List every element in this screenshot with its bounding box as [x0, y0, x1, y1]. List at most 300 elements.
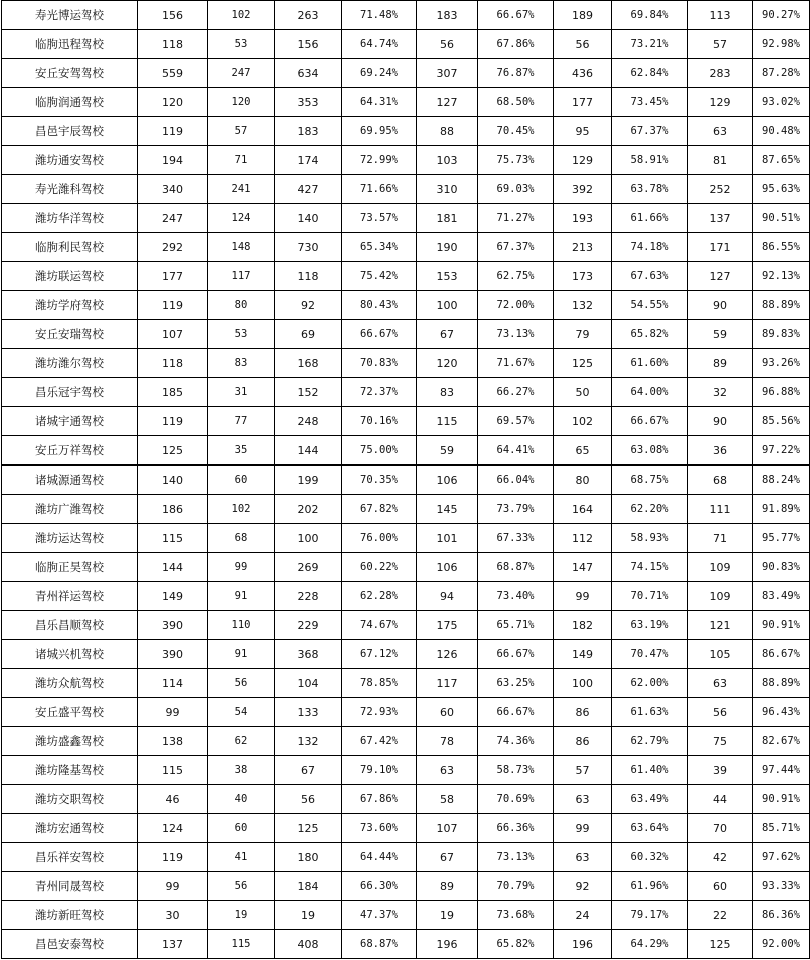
- rate-f-cell: 88.89%: [753, 291, 810, 320]
- school-name-cell: 临朐正昊驾校: [2, 553, 138, 582]
- rate-f-cell: 85.56%: [753, 407, 810, 436]
- rate-f-cell: 93.26%: [753, 349, 810, 378]
- value-a-cell: 119: [138, 291, 208, 320]
- value-e-cell: 125: [554, 349, 612, 378]
- value-d-cell: 127: [417, 88, 478, 117]
- value-b-cell: 110: [208, 611, 275, 640]
- rate-e-cell: 62.79%: [612, 727, 688, 756]
- rate-d-cell: 64.41%: [478, 436, 554, 466]
- school-name-cell: 潍坊众航驾校: [2, 669, 138, 698]
- rate-e-cell: 67.63%: [612, 262, 688, 291]
- rate-c-cell: 73.57%: [342, 204, 417, 233]
- value-b-cell: 53: [208, 320, 275, 349]
- value-f-cell: 59: [688, 320, 753, 349]
- rate-c-cell: 70.16%: [342, 407, 417, 436]
- value-e-cell: 100: [554, 669, 612, 698]
- rate-c-cell: 67.12%: [342, 640, 417, 669]
- value-e-cell: 79: [554, 320, 612, 349]
- value-f-cell: 125: [688, 930, 753, 959]
- value-e-cell: 57: [554, 756, 612, 785]
- value-b-cell: 40: [208, 785, 275, 814]
- value-a-cell: 107: [138, 320, 208, 349]
- rate-f-cell: 95.77%: [753, 524, 810, 553]
- table-row: [2, 146, 810, 175]
- value-b-cell: 99: [208, 553, 275, 582]
- value-d-cell: 78: [417, 727, 478, 756]
- rate-c-cell: 72.37%: [342, 378, 417, 407]
- value-a-cell: 124: [138, 814, 208, 843]
- value-b-cell: 124: [208, 204, 275, 233]
- rate-f-cell: 90.27%: [753, 1, 810, 30]
- value-a-cell: 125: [138, 436, 208, 466]
- value-c-cell: 730: [275, 233, 342, 262]
- school-name-cell: 潍坊潍尔驾校: [2, 349, 138, 378]
- table-row: [2, 901, 810, 930]
- table-row: [2, 1, 810, 30]
- value-f-cell: 42: [688, 843, 753, 872]
- value-a-cell: 137: [138, 930, 208, 959]
- value-f-cell: 109: [688, 582, 753, 611]
- table-row: [2, 843, 810, 872]
- rate-c-cell: 67.86%: [342, 785, 417, 814]
- value-b-cell: 247: [208, 59, 275, 88]
- value-a-cell: 118: [138, 30, 208, 59]
- value-f-cell: 129: [688, 88, 753, 117]
- rate-c-cell: 47.37%: [342, 901, 417, 930]
- table-row: [2, 553, 810, 582]
- value-d-cell: 307: [417, 59, 478, 88]
- value-c-cell: 248: [275, 407, 342, 436]
- value-f-cell: 137: [688, 204, 753, 233]
- rate-c-cell: 72.93%: [342, 698, 417, 727]
- rate-f-cell: 93.33%: [753, 872, 810, 901]
- table-row: [2, 524, 810, 553]
- table-row: [2, 465, 810, 495]
- table-row: [2, 88, 810, 117]
- value-b-cell: 68: [208, 524, 275, 553]
- value-b-cell: 91: [208, 582, 275, 611]
- value-b-cell: 83: [208, 349, 275, 378]
- value-f-cell: 68: [688, 465, 753, 495]
- value-f-cell: 32: [688, 378, 753, 407]
- value-c-cell: 174: [275, 146, 342, 175]
- table-row: [2, 59, 810, 88]
- rate-f-cell: 93.02%: [753, 88, 810, 117]
- rate-f-cell: 90.91%: [753, 785, 810, 814]
- rate-e-cell: 62.84%: [612, 59, 688, 88]
- value-b-cell: 102: [208, 1, 275, 30]
- value-a-cell: 247: [138, 204, 208, 233]
- school-name-cell: 昌邑安泰驾校: [2, 930, 138, 959]
- value-d-cell: 58: [417, 785, 478, 814]
- value-c-cell: 263: [275, 1, 342, 30]
- value-a-cell: 559: [138, 59, 208, 88]
- value-e-cell: 112: [554, 524, 612, 553]
- school-name-cell: 寿光潍科驾校: [2, 175, 138, 204]
- table-row: [2, 930, 810, 959]
- value-c-cell: 368: [275, 640, 342, 669]
- value-f-cell: 57: [688, 30, 753, 59]
- rate-e-cell: 58.91%: [612, 146, 688, 175]
- rate-d-cell: 66.36%: [478, 814, 554, 843]
- rate-c-cell: 60.22%: [342, 553, 417, 582]
- value-b-cell: 56: [208, 872, 275, 901]
- school-name-cell: 潍坊新旺驾校: [2, 901, 138, 930]
- value-b-cell: 71: [208, 146, 275, 175]
- value-a-cell: 340: [138, 175, 208, 204]
- rate-f-cell: 88.89%: [753, 669, 810, 698]
- value-f-cell: 105: [688, 640, 753, 669]
- value-c-cell: 184: [275, 872, 342, 901]
- value-d-cell: 117: [417, 669, 478, 698]
- rate-c-cell: 70.35%: [342, 465, 417, 495]
- table-row: [2, 320, 810, 349]
- rate-d-cell: 66.27%: [478, 378, 554, 407]
- rate-d-cell: 70.69%: [478, 785, 554, 814]
- value-b-cell: 102: [208, 495, 275, 524]
- value-d-cell: 120: [417, 349, 478, 378]
- value-a-cell: 390: [138, 611, 208, 640]
- school-name-cell: 诸城宇通驾校: [2, 407, 138, 436]
- value-f-cell: 71: [688, 524, 753, 553]
- rate-f-cell: 82.67%: [753, 727, 810, 756]
- value-b-cell: 117: [208, 262, 275, 291]
- rate-c-cell: 78.85%: [342, 669, 417, 698]
- value-c-cell: 353: [275, 88, 342, 117]
- school-name-cell: 昌乐冠宇驾校: [2, 378, 138, 407]
- rate-d-cell: 66.67%: [478, 698, 554, 727]
- value-a-cell: 118: [138, 349, 208, 378]
- rate-e-cell: 64.00%: [612, 378, 688, 407]
- rate-e-cell: 73.21%: [612, 30, 688, 59]
- value-f-cell: 60: [688, 872, 753, 901]
- value-b-cell: 148: [208, 233, 275, 262]
- value-d-cell: 153: [417, 262, 478, 291]
- rate-c-cell: 74.67%: [342, 611, 417, 640]
- value-f-cell: 89: [688, 349, 753, 378]
- school-name-cell: 安丘安瑞驾校: [2, 320, 138, 349]
- table-row: [2, 640, 810, 669]
- value-d-cell: 101: [417, 524, 478, 553]
- rate-e-cell: 63.49%: [612, 785, 688, 814]
- value-e-cell: 132: [554, 291, 612, 320]
- rate-e-cell: 70.71%: [612, 582, 688, 611]
- value-c-cell: 427: [275, 175, 342, 204]
- driving-school-stats-table: [1, 0, 810, 959]
- value-d-cell: 310: [417, 175, 478, 204]
- value-e-cell: 65: [554, 436, 612, 466]
- value-c-cell: 168: [275, 349, 342, 378]
- rate-e-cell: 61.60%: [612, 349, 688, 378]
- value-d-cell: 106: [417, 553, 478, 582]
- value-f-cell: 36: [688, 436, 753, 466]
- school-name-cell: 寿光博运驾校: [2, 1, 138, 30]
- value-c-cell: 152: [275, 378, 342, 407]
- value-d-cell: 83: [417, 378, 478, 407]
- value-c-cell: 125: [275, 814, 342, 843]
- rate-f-cell: 87.65%: [753, 146, 810, 175]
- rate-d-cell: 62.75%: [478, 262, 554, 291]
- value-b-cell: 60: [208, 814, 275, 843]
- value-a-cell: 115: [138, 756, 208, 785]
- value-f-cell: 109: [688, 553, 753, 582]
- rate-f-cell: 90.83%: [753, 553, 810, 582]
- table-row: [2, 669, 810, 698]
- value-c-cell: 118: [275, 262, 342, 291]
- school-name-cell: 昌乐昌顺驾校: [2, 611, 138, 640]
- value-d-cell: 60: [417, 698, 478, 727]
- value-b-cell: 56: [208, 669, 275, 698]
- table-row: [2, 756, 810, 785]
- value-d-cell: 103: [417, 146, 478, 175]
- rate-e-cell: 63.78%: [612, 175, 688, 204]
- value-a-cell: 119: [138, 843, 208, 872]
- rate-e-cell: 74.15%: [612, 553, 688, 582]
- rate-f-cell: 86.55%: [753, 233, 810, 262]
- rate-e-cell: 61.96%: [612, 872, 688, 901]
- table-row: [2, 262, 810, 291]
- rate-f-cell: 95.63%: [753, 175, 810, 204]
- value-c-cell: 183: [275, 117, 342, 146]
- value-e-cell: 164: [554, 495, 612, 524]
- value-d-cell: 56: [417, 30, 478, 59]
- value-a-cell: 119: [138, 117, 208, 146]
- value-e-cell: 436: [554, 59, 612, 88]
- value-f-cell: 70: [688, 814, 753, 843]
- school-name-cell: 潍坊交职驾校: [2, 785, 138, 814]
- school-name-cell: 潍坊华洋驾校: [2, 204, 138, 233]
- rate-e-cell: 61.40%: [612, 756, 688, 785]
- rate-d-cell: 74.36%: [478, 727, 554, 756]
- rate-d-cell: 73.13%: [478, 843, 554, 872]
- rate-d-cell: 73.13%: [478, 320, 554, 349]
- table-row: [2, 814, 810, 843]
- value-f-cell: 44: [688, 785, 753, 814]
- value-d-cell: 63: [417, 756, 478, 785]
- value-d-cell: 89: [417, 872, 478, 901]
- table-row: [2, 378, 810, 407]
- value-e-cell: 86: [554, 727, 612, 756]
- value-f-cell: 63: [688, 117, 753, 146]
- rate-e-cell: 69.84%: [612, 1, 688, 30]
- rate-c-cell: 70.83%: [342, 349, 417, 378]
- rate-d-cell: 68.87%: [478, 553, 554, 582]
- value-a-cell: 177: [138, 262, 208, 291]
- value-b-cell: 62: [208, 727, 275, 756]
- rate-c-cell: 69.95%: [342, 117, 417, 146]
- rate-c-cell: 72.99%: [342, 146, 417, 175]
- value-a-cell: 115: [138, 524, 208, 553]
- rate-d-cell: 66.67%: [478, 1, 554, 30]
- value-d-cell: 115: [417, 407, 478, 436]
- value-d-cell: 107: [417, 814, 478, 843]
- rate-e-cell: 63.08%: [612, 436, 688, 466]
- value-d-cell: 183: [417, 1, 478, 30]
- table-row: [2, 582, 810, 611]
- value-e-cell: 182: [554, 611, 612, 640]
- table-row: [2, 611, 810, 640]
- value-e-cell: 80: [554, 465, 612, 495]
- value-c-cell: 140: [275, 204, 342, 233]
- value-a-cell: 99: [138, 872, 208, 901]
- rate-e-cell: 61.66%: [612, 204, 688, 233]
- rate-c-cell: 76.00%: [342, 524, 417, 553]
- value-f-cell: 75: [688, 727, 753, 756]
- rate-f-cell: 85.71%: [753, 814, 810, 843]
- value-e-cell: 86: [554, 698, 612, 727]
- rate-e-cell: 62.20%: [612, 495, 688, 524]
- table-row: [2, 872, 810, 901]
- value-a-cell: 144: [138, 553, 208, 582]
- rate-d-cell: 69.57%: [478, 407, 554, 436]
- value-c-cell: 202: [275, 495, 342, 524]
- rate-e-cell: 66.67%: [612, 407, 688, 436]
- table-row: [2, 30, 810, 59]
- value-a-cell: 138: [138, 727, 208, 756]
- value-a-cell: 194: [138, 146, 208, 175]
- value-e-cell: 50: [554, 378, 612, 407]
- rate-f-cell: 88.24%: [753, 465, 810, 495]
- value-e-cell: 193: [554, 204, 612, 233]
- value-d-cell: 67: [417, 320, 478, 349]
- table-row: [2, 785, 810, 814]
- school-name-cell: 潍坊广潍驾校: [2, 495, 138, 524]
- rate-c-cell: 71.66%: [342, 175, 417, 204]
- value-e-cell: 147: [554, 553, 612, 582]
- value-b-cell: 60: [208, 465, 275, 495]
- value-c-cell: 133: [275, 698, 342, 727]
- value-f-cell: 127: [688, 262, 753, 291]
- table-row: [2, 436, 810, 466]
- school-name-cell: 潍坊联运驾校: [2, 262, 138, 291]
- school-name-cell: 临朐润通驾校: [2, 88, 138, 117]
- value-d-cell: 88: [417, 117, 478, 146]
- value-c-cell: 100: [275, 524, 342, 553]
- school-name-cell: 青州同晟驾校: [2, 872, 138, 901]
- rate-d-cell: 71.27%: [478, 204, 554, 233]
- value-b-cell: 19: [208, 901, 275, 930]
- rate-d-cell: 75.73%: [478, 146, 554, 175]
- value-e-cell: 63: [554, 785, 612, 814]
- rate-d-cell: 67.86%: [478, 30, 554, 59]
- value-c-cell: 269: [275, 553, 342, 582]
- school-name-cell: 临朐利民驾校: [2, 233, 138, 262]
- rate-c-cell: 75.00%: [342, 436, 417, 466]
- rate-f-cell: 91.89%: [753, 495, 810, 524]
- value-e-cell: 149: [554, 640, 612, 669]
- value-a-cell: 292: [138, 233, 208, 262]
- value-d-cell: 190: [417, 233, 478, 262]
- school-name-cell: 安丘安驾驾校: [2, 59, 138, 88]
- table-row: [2, 291, 810, 320]
- rate-c-cell: 64.44%: [342, 843, 417, 872]
- school-name-cell: 潍坊运达驾校: [2, 524, 138, 553]
- value-c-cell: 228: [275, 582, 342, 611]
- school-name-cell: 潍坊隆基驾校: [2, 756, 138, 785]
- value-e-cell: 95: [554, 117, 612, 146]
- value-a-cell: 114: [138, 669, 208, 698]
- rate-f-cell: 83.49%: [753, 582, 810, 611]
- rate-f-cell: 86.36%: [753, 901, 810, 930]
- rate-c-cell: 67.42%: [342, 727, 417, 756]
- rate-d-cell: 73.79%: [478, 495, 554, 524]
- rate-c-cell: 69.24%: [342, 59, 417, 88]
- value-e-cell: 196: [554, 930, 612, 959]
- value-a-cell: 186: [138, 495, 208, 524]
- rate-d-cell: 73.40%: [478, 582, 554, 611]
- value-f-cell: 90: [688, 291, 753, 320]
- value-e-cell: 63: [554, 843, 612, 872]
- rate-d-cell: 63.25%: [478, 669, 554, 698]
- value-f-cell: 22: [688, 901, 753, 930]
- value-b-cell: 54: [208, 698, 275, 727]
- rate-c-cell: 73.60%: [342, 814, 417, 843]
- value-c-cell: 56: [275, 785, 342, 814]
- value-e-cell: 177: [554, 88, 612, 117]
- rate-d-cell: 76.87%: [478, 59, 554, 88]
- value-f-cell: 283: [688, 59, 753, 88]
- rate-d-cell: 73.68%: [478, 901, 554, 930]
- value-d-cell: 106: [417, 465, 478, 495]
- value-a-cell: 120: [138, 88, 208, 117]
- value-f-cell: 121: [688, 611, 753, 640]
- value-e-cell: 56: [554, 30, 612, 59]
- rate-c-cell: 65.34%: [342, 233, 417, 262]
- value-b-cell: 57: [208, 117, 275, 146]
- rate-f-cell: 96.43%: [753, 698, 810, 727]
- value-f-cell: 252: [688, 175, 753, 204]
- value-a-cell: 99: [138, 698, 208, 727]
- table-row: [2, 117, 810, 146]
- value-c-cell: 132: [275, 727, 342, 756]
- table-row: [2, 727, 810, 756]
- value-e-cell: 173: [554, 262, 612, 291]
- rate-f-cell: 92.00%: [753, 930, 810, 959]
- table-row: [2, 175, 810, 204]
- rate-f-cell: 96.88%: [753, 378, 810, 407]
- value-e-cell: 129: [554, 146, 612, 175]
- table-row: [2, 349, 810, 378]
- school-name-cell: 昌乐祥安驾校: [2, 843, 138, 872]
- value-d-cell: 175: [417, 611, 478, 640]
- rate-e-cell: 63.19%: [612, 611, 688, 640]
- value-b-cell: 80: [208, 291, 275, 320]
- value-e-cell: 24: [554, 901, 612, 930]
- value-f-cell: 81: [688, 146, 753, 175]
- value-a-cell: 149: [138, 582, 208, 611]
- value-c-cell: 634: [275, 59, 342, 88]
- value-f-cell: 39: [688, 756, 753, 785]
- school-name-cell: 安丘万祥驾校: [2, 436, 138, 466]
- table-row: [2, 698, 810, 727]
- value-c-cell: 408: [275, 930, 342, 959]
- school-name-cell: 诸城源通驾校: [2, 465, 138, 495]
- rate-f-cell: 97.62%: [753, 843, 810, 872]
- rate-d-cell: 65.82%: [478, 930, 554, 959]
- rate-f-cell: 90.91%: [753, 611, 810, 640]
- rate-f-cell: 89.83%: [753, 320, 810, 349]
- value-b-cell: 120: [208, 88, 275, 117]
- rate-e-cell: 54.55%: [612, 291, 688, 320]
- rate-c-cell: 79.10%: [342, 756, 417, 785]
- rate-e-cell: 79.17%: [612, 901, 688, 930]
- value-e-cell: 392: [554, 175, 612, 204]
- value-d-cell: 126: [417, 640, 478, 669]
- rate-d-cell: 58.73%: [478, 756, 554, 785]
- value-f-cell: 56: [688, 698, 753, 727]
- school-name-cell: 诸城兴机驾校: [2, 640, 138, 669]
- value-c-cell: 67: [275, 756, 342, 785]
